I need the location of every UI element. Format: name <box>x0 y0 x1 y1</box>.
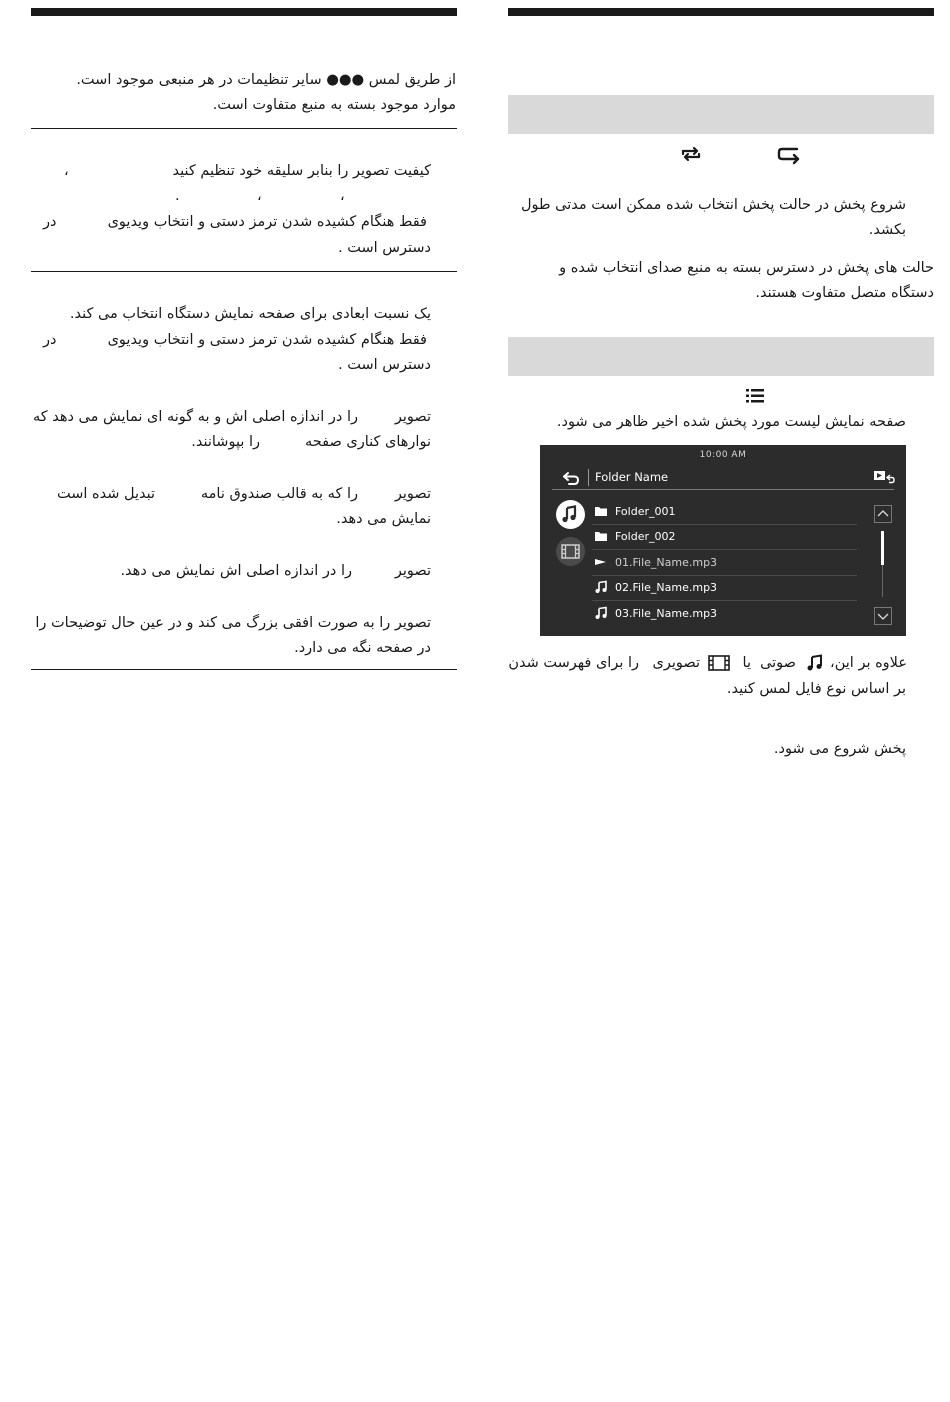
list-item[interactable]: Folder_002 <box>592 525 857 550</box>
music-note-icon <box>594 580 608 594</box>
picture-quality-line3: فقط هنگام کشیده شدن ترمز دستی و انتخاب ویدیوی <box>107 214 427 230</box>
list-item[interactable]: 03.File_Name.mp3 <box>592 602 857 626</box>
picture-quality-word: در <box>43 214 57 230</box>
folder-icon <box>594 504 608 518</box>
playback-note: شروع پخش در حالت پخش انتخاب شده ممکن است مدتی طول بکشد. <box>520 197 906 238</box>
mode-letterbox-line1-mid: را که به قالب صندوق نامه <box>200 486 358 502</box>
mode-full-line1-end: را در اندازه اصلی اش و به گونه ای نمایش می دهد که <box>32 409 358 425</box>
clock: 10:00 AM <box>699 450 747 460</box>
section-header-band <box>508 95 934 134</box>
folder-title: Folder Name <box>595 470 669 484</box>
section-header-band <box>508 337 934 376</box>
film-icon <box>708 654 730 672</box>
divider <box>31 669 457 670</box>
aspect-ratio-line2: فقط هنگام کشیده شدن ترمز دستی و انتخاب ویدیوی <box>107 332 427 348</box>
back-icon[interactable] <box>562 470 580 486</box>
aspect-ratio-line3: دسترس است . <box>338 357 431 373</box>
repeat-icon[interactable] <box>775 142 803 166</box>
list-item[interactable]: 02.File_Name.mp3 <box>592 576 857 601</box>
mode-full-line1-start: تصویر <box>394 409 431 425</box>
mode-full-line2-start: نوارهای کناری صفحه <box>304 434 431 450</box>
filter-note-b: صوتی <box>760 655 796 671</box>
left-top-bar <box>31 8 457 16</box>
playback-modes-note: حالت های پخش در دسترس بسته به منبع صدای انتخاب شده و دستگاه متصل متفاوت هستند. <box>559 260 934 301</box>
list-icon[interactable] <box>745 387 765 405</box>
video-filter-icon[interactable] <box>556 537 585 566</box>
shuffle-repeat-icon[interactable] <box>678 142 704 166</box>
music-note-icon <box>806 654 824 672</box>
picture-quality-comma: ، <box>64 163 69 179</box>
mode-normal-line1-end: را در اندازه اصلی اش نمایش می دهد. <box>120 563 352 579</box>
mode-normal-line1-start: تصویر <box>394 563 431 579</box>
intro-paragraph: از طریق لمس ●●● سایر تنظیمات در هر منبعی موجود است. موارد موجود بسته به منبع متفاوت است. <box>76 72 456 113</box>
mode-zoom-text: تصویر را به صورت افقی بزرگ می کند و در عین حال توضیحات را در صفحه نگه می دارد. <box>35 615 431 656</box>
filter-note-c: یا <box>742 655 751 671</box>
scroll-down-button[interactable] <box>874 607 892 625</box>
scroll-up-button[interactable] <box>874 505 892 523</box>
picture-quality-comma: ، <box>340 188 345 204</box>
scrollbar-thumb[interactable] <box>881 531 884 565</box>
picture-quality-line1: کیفیت تصویر را بنابر سلیقه خود تنظیم کنید <box>172 163 431 179</box>
list-note: صفحه نمایش لیست مورد پخش شده اخیر ظاهر می شود. <box>556 414 906 430</box>
list-item[interactable]: Folder_001 <box>592 500 857 525</box>
filter-note-e: را برای فهرست شدن <box>508 655 639 671</box>
list-item[interactable]: 01.File_Name.mp3 <box>592 551 857 576</box>
header-separator <box>588 469 589 486</box>
filter-note-line2: بر اساس نوع فایل لمس کنید. <box>726 681 906 697</box>
play-icon <box>594 555 608 569</box>
play-note: پخش شروع می شود. <box>773 741 906 757</box>
picture-quality-line4: دسترس است . <box>338 240 431 256</box>
picture-quality-comma: ، <box>257 188 262 204</box>
aspect-ratio-word: در <box>43 332 57 348</box>
music-filter-icon[interactable] <box>556 500 585 529</box>
aspect-ratio-line1: یک نسبت ابعادی برای صفحه نمایش دستگاه انتخاب می کند. <box>69 306 431 322</box>
mode-letterbox-line2: نمایش می دهد. <box>336 511 431 527</box>
folder-icon <box>594 529 608 543</box>
mode-letterbox-line1-end: تبدیل شده است <box>56 486 155 502</box>
divider <box>31 271 457 272</box>
header-divider <box>552 489 894 490</box>
music-note-icon <box>594 606 608 620</box>
filter-note-a: علاوه بر این، <box>830 655 907 671</box>
mode-letterbox-line1-start: تصویر <box>394 486 431 502</box>
divider <box>31 128 457 129</box>
now-playing-icon[interactable] <box>873 469 895 485</box>
device-screen <box>540 445 906 636</box>
right-top-bar <box>508 8 934 16</box>
mode-full-line2-end: را بپوشانند. <box>191 434 260 450</box>
picture-quality-period: . <box>175 188 180 204</box>
filter-note-d: تصویری <box>652 655 700 671</box>
